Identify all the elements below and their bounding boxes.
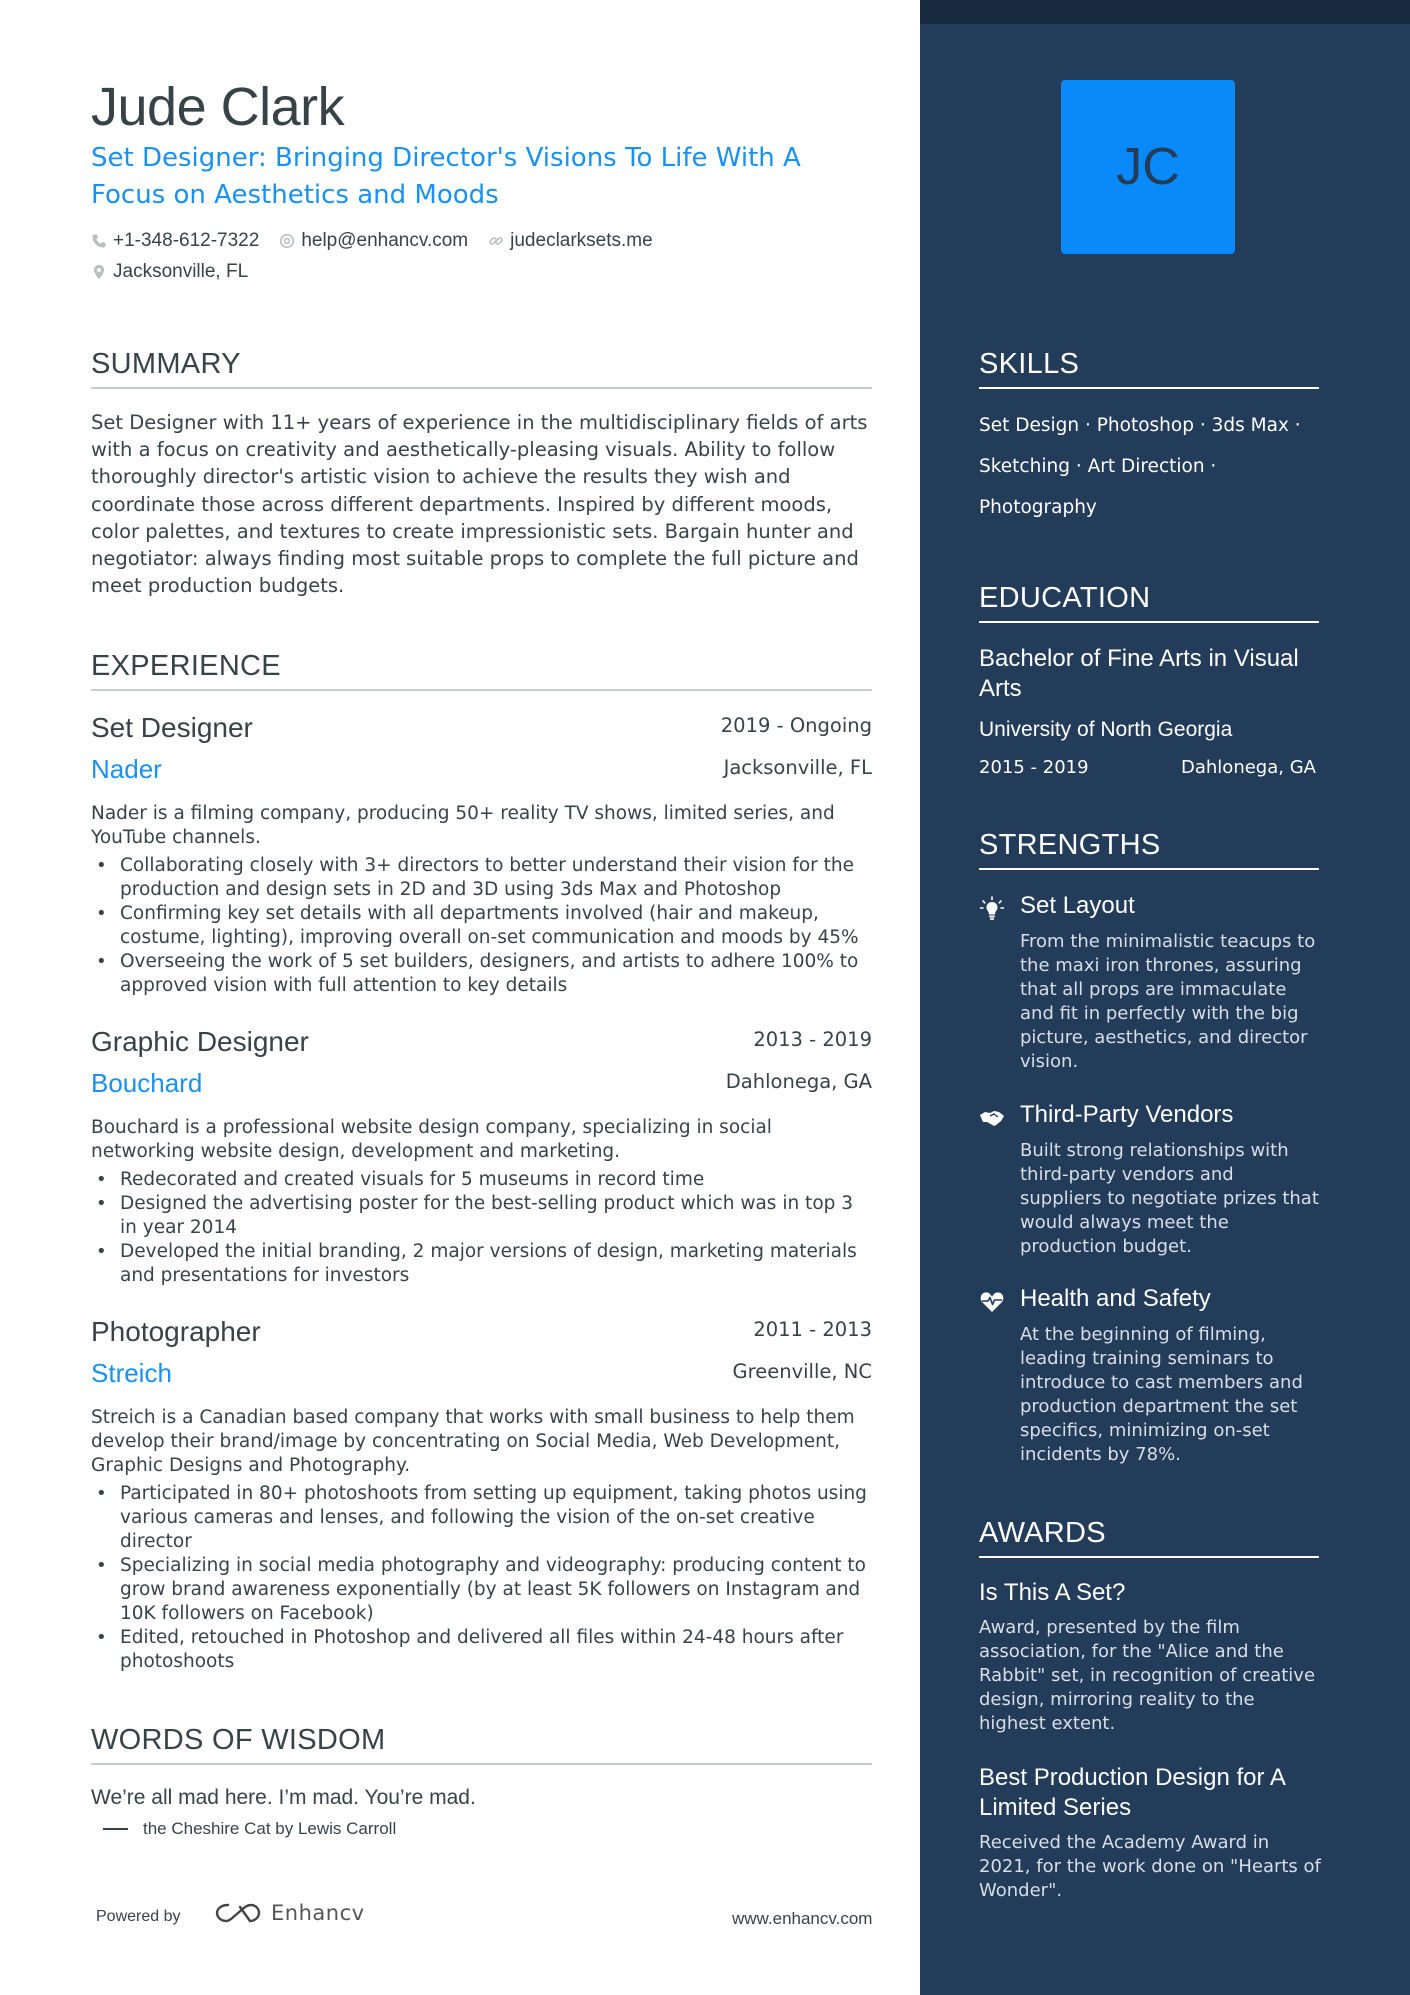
experience-heading: EXPERIENCE <box>91 650 872 691</box>
job-bullet: • Developed the initial branding, 2 major versions of design, marketing materials and presentations for investors <box>91 1240 872 1288</box>
skills-line: Photography <box>979 497 1097 518</box>
job-bullet: • Edited, retouched in Photoshop and delivered all files within 24-48 hours after photoshoots <box>91 1626 872 1674</box>
job-company: Nader <box>91 754 162 784</box>
contact-phone[interactable] <box>91 230 259 252</box>
strength-title: Health and Safety <box>1020 1285 1211 1312</box>
job-company: Bouchard <box>91 1068 203 1098</box>
strengths-heading: STRENGTHS <box>979 829 1319 870</box>
sidebar-top-strip <box>920 0 1410 24</box>
job-bullet: • Overseeing the work of 5 set builders, designers, and artists to adhere 100% to approved vision with full attention to key details <box>91 950 872 998</box>
job-bullet: • Confirming key set details with all departments involved (hair and makeup, costume, lighting), improving overall on-set communication and moods by 45% <box>91 902 872 950</box>
avatar: JC <box>1061 80 1235 254</box>
skills-line: Sketching · Art Direction · <box>979 456 1217 477</box>
job-location: Jacksonville, FL <box>723 756 872 779</box>
contact-email[interactable] <box>279 230 468 252</box>
quote-dash <box>103 1828 128 1830</box>
education-heading: EDUCATION <box>979 582 1319 623</box>
education-school: University of North Georgia <box>979 718 1233 741</box>
job-role: Set Designer <box>91 712 253 743</box>
email-text: help@enhancv.com <box>301 230 469 251</box>
award-item <box>979 1578 1324 1736</box>
job-bullets <box>91 1168 872 1288</box>
handshake-icon <box>979 1105 1005 1131</box>
contact-location-item <box>91 261 248 283</box>
job-location: Greenville, NC <box>732 1360 872 1383</box>
job-description: Bouchard is a professional website design company, specializing in social networking website design, development and marketing. <box>91 1117 772 1162</box>
job-bullets <box>91 854 872 998</box>
job-dates: 2011 - 2013 <box>753 1318 872 1341</box>
job-bullets <box>91 1482 872 1674</box>
award-title: Is This A Set? <box>979 1579 1126 1606</box>
wisdom-heading: WORDS OF WISDOM <box>91 1724 872 1765</box>
education-degree: Bachelor of Fine Arts in Visual Arts <box>979 645 1299 702</box>
contact-row <box>91 230 673 252</box>
strength-title: Third-Party Vendors <box>1020 1101 1234 1128</box>
link-icon <box>488 233 504 249</box>
job-description: Nader is a filming company, producing 50+ reality TV shows, limited series, and YouTube channels. <box>91 803 835 848</box>
job-company: Streich <box>91 1358 172 1388</box>
job-dates: 2013 - 2019 <box>753 1028 872 1051</box>
enhancv-logo-icon <box>214 1901 262 1925</box>
strength-description: Built strong relationships with third-party vendors and suppliers to negotiate prizes that would always meet the production budget. <box>1020 1140 1319 1257</box>
quote-text: We’re all mad here. I’m mad. You’re mad. <box>91 1786 476 1809</box>
summary-heading: SUMMARY <box>91 348 872 389</box>
awards-heading: AWARDS <box>979 1517 1319 1558</box>
website-text: judeclarksets.me <box>510 230 653 251</box>
skills-heading: SKILLS <box>979 348 1319 389</box>
job-role: Graphic Designer <box>91 1026 309 1057</box>
job-dates: 2019 - Ongoing <box>720 714 872 737</box>
job-bullet: • Specializing in social media photography and videography: producing content to grow brand awareness exponentially (by at least 5K followers on Instagram and 10K followers on Facebook) <box>91 1554 872 1626</box>
heartbeat-icon <box>979 1289 1005 1315</box>
award-description: Award, presented by the film association, for the "Alice and the Rabbit" set, in recognition of creative design, mirroring reality to the highest extent. <box>979 1617 1316 1734</box>
award-description: Received the Academy Award in 2021, for the work done on "Hearts of Wonder". <box>979 1832 1321 1901</box>
quote-author: the Cheshire Cat by Lewis Carroll <box>143 1819 397 1838</box>
footer-url[interactable]: www.enhancv.com <box>732 1909 873 1928</box>
job-location: Dahlonega, GA <box>725 1070 872 1093</box>
location-text: Jacksonville, FL <box>113 261 249 282</box>
enhancv-logo[interactable] <box>214 1901 365 1925</box>
education-dates: 2015 - 2019 <box>979 757 1089 778</box>
job-bullet: • Designed the advertising poster for the best-selling product which was in top 3 in year 2014 <box>91 1192 872 1240</box>
job-role: Photographer <box>91 1316 261 1347</box>
lightbulb-icon <box>979 896 1005 922</box>
award-item <box>979 1763 1324 1903</box>
skills-line: Set Design · Photoshop · 3ds Max · <box>979 415 1301 436</box>
job-bullet: • Redecorated and created visuals for 5 museums in record time <box>91 1168 872 1192</box>
job-bullet: • Collaborating closely with 3+ directors to better understand their vision for the production and design sets in 2D and 3D using 3ds Max and Photoshop <box>91 854 872 902</box>
strength-title: Set Layout <box>1020 892 1135 919</box>
strength-description: At the beginning of filming, leading training seminars to introduce to cast members and production department the set specifics, minimizing on-set incidents by 78%. <box>1020 1324 1303 1465</box>
candidate-name: Jude Clark <box>91 77 345 137</box>
education-location: Dahlonega, GA <box>1181 757 1316 778</box>
powered-by-label: Powered by <box>96 1908 181 1925</box>
at-icon <box>279 233 295 249</box>
award-title: Best Production Design for A Limited Series <box>979 1764 1285 1821</box>
strength-description: From the minimalistic teacups to the maxi iron thrones, assuring that all props are immaculate and fit in perfectly with the big picture, aesthetics, and director vision. <box>1020 931 1316 1072</box>
contact-location <box>91 261 268 283</box>
summary-text: Set Designer with 11+ years of experience in the multidisciplinary fields of arts with a focus on creativity and aesthetically-pleasing visuals. Ability to follow thoroughly director's artistic vision to achieve the results they wish and coordinate those across different departments. Inspired by different moods, color palettes, and textures to create impressionistic sets. Bargain hunter and negotiator: always finding most suitable props to complete the full picture and meet production budgets. <box>91 411 868 598</box>
job-description: Streich is a Canadian based company that works with small business to help them develop their brand/image by concentrating on Social Media, Web Development, Graphic Designs and Photography. <box>91 1407 855 1476</box>
skills-list <box>979 405 1324 528</box>
location-pin-icon <box>91 264 107 280</box>
contact-website[interactable] <box>488 230 653 252</box>
job-bullet: • Participated in 80+ photoshoots from setting up equipment, taking photos using various cameras and lenses, and following the vision of the on-set creative director <box>91 1482 872 1554</box>
phone-text: +1-348-612-7322 <box>113 230 260 251</box>
candidate-title: Set Designer: Bringing Director's Visions To Life With A Focus on Aesthetics and Moods <box>91 143 801 210</box>
enhancv-brand: Enhancv <box>271 1901 365 1925</box>
quote-attribution <box>103 1819 396 1839</box>
phone-icon <box>91 233 107 249</box>
